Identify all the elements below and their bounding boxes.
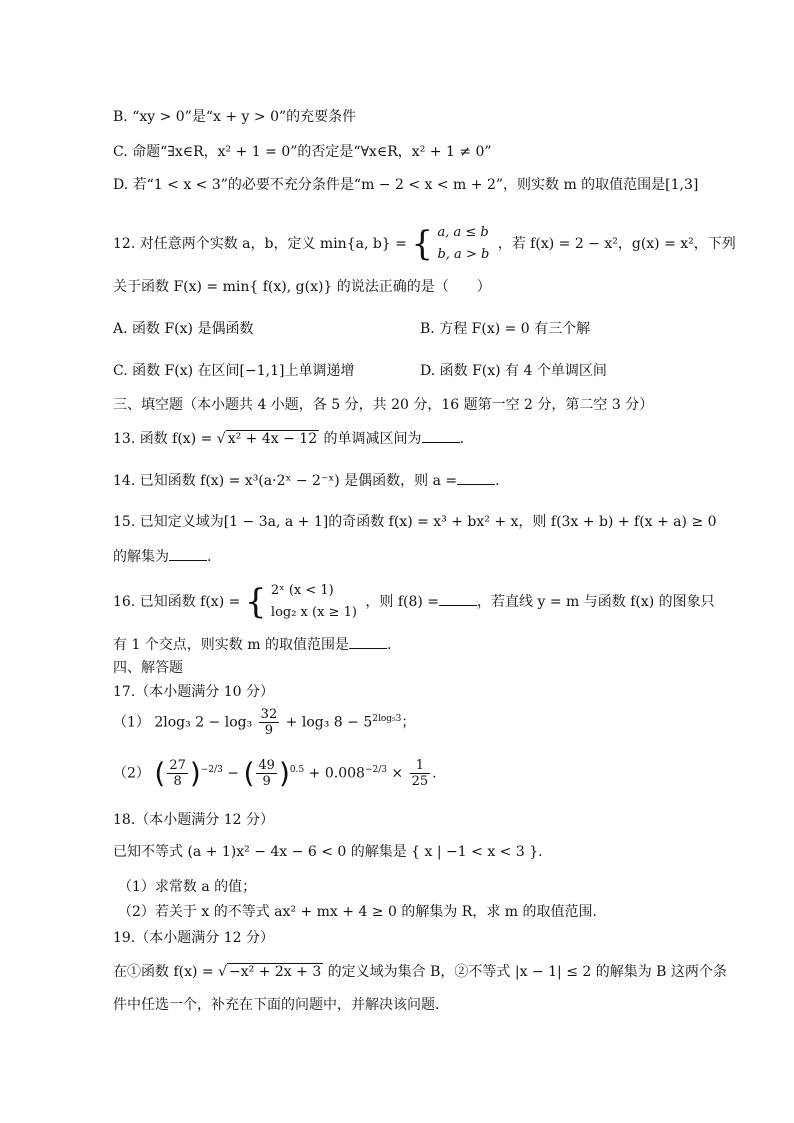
question-15-line2: 的解集为 .: [113, 546, 211, 566]
question-18-stem: 已知不等式 (a + 1)x² − 4x − 6 < 0 的解集是 { x | −1 < x < 3 }.: [113, 844, 543, 860]
section-4-heading: 四、解答题: [113, 660, 183, 676]
question-18-part2: （2）若关于 x 的不等式 ax² + mx + 4 ≥ 0 的解集为 R，求 m 的取值范围.: [118, 904, 597, 920]
answer-blank: [349, 634, 387, 649]
question-16-line1: 16. 已知函数 f(x) = { 2ˣ (x < 1) log₂ x (x ≥ 1) ，则 f(8) = ，若直线 y = m 与函数 f(x) 的图象只: [113, 582, 715, 622]
question-19-line2: 件中任选一个，补充在下面的问题中，并解决该问题.: [113, 997, 440, 1013]
question-15-line1: 15. 已知定义域为[1 − 3a, a + 1]的奇函数 f(x) = x³ + bx² + x，则 f(3x + b) + f(x + a) ≥ 0: [113, 514, 717, 530]
q12-option-d: D. 函数 F(x) 有 4 个单调区间: [420, 363, 607, 379]
question-18-title: 18.（本小题满分 12 分）: [113, 812, 274, 828]
question-19-title: 19.（本小题满分 12 分）: [113, 930, 274, 946]
q12-option-b: B. 方程 F(x) = 0 有三个解: [420, 321, 591, 337]
question-19-line1: 在①函数 f(x) = √ −x² + 2x + 3 的定义域为集合 B，②不等式 |x − 1| ≤ 2 的解集为 B 这两个条: [113, 964, 727, 980]
question-16-line2: 有 1 个交点，则实数 m 的取值范围是 .: [113, 634, 391, 654]
question-18-part1: （1）求常数 a 的值；: [118, 879, 257, 895]
q12-option-c: C. 函数 F(x) 在区间[−1,1]上单调递增: [113, 363, 355, 379]
answer-blank: [439, 591, 477, 606]
question-17-title: 17.（本小题满分 10 分）: [113, 684, 274, 700]
option-c: C. 命题“∃x∈R，x² + 1 = 0”的否定是“∀x∈R，x² + 1 ≠ 0”: [113, 144, 492, 160]
answer-blank: [422, 428, 460, 443]
section-3-heading: 三、填空题（本小题共 4 小题，各 5 分，共 20 分，16 题第一空 2 分，第二空 3 分）: [113, 397, 654, 413]
answer-blank: [457, 470, 495, 485]
question-17-part1: （1） 2log₃ 2 − log₃ $\frac{32}{9}$ + log₃ $8 - 5^{2log_53}$；: [113, 707, 416, 738]
question-13: 13. 函数 f(x) = √ x² + 4x − 12 的单调减区间为 .: [113, 428, 464, 448]
question-12-line1: 12. 对任意两个实数 a，b，定义 min{a, b} = { a, a ≤ b b, a > b ，若 f(x) = 2 − x²，g(x) = x²，下列: [113, 224, 736, 264]
option-d: D. 若“1 < x < 3”的必要不充分条件是“m − 2 < x < m + 2”，则实数 m 的取值范围是[1,3]: [113, 177, 699, 193]
q12-option-a: A. 函数 F(x) 是偶函数: [113, 321, 254, 337]
question-14: 14. 已知函数 f(x) = x³(a·2ˣ − 2⁻ˣ) 是偶函数，则 a = .: [113, 470, 500, 490]
question-12-line2: 关于函数 F(x) = min{ f(x), g(x)} 的说法正确的是（ ）: [113, 279, 491, 295]
q16-cases: 2ˣ (x < 1) log₂ x (x ≥ 1): [270, 583, 357, 620]
q12-cases: a, a ≤ b b, a > b: [437, 225, 490, 262]
question-17-part2: （2） ( $\frac{27}{8}$ )$^{-2/3}$ − ( $\frac{49}{9}$ )$^{0.5} + 0.008^{-2/3}$ × $\frac{1}{25}$ .: [113, 756, 437, 790]
option-b: B. “xy > 0”是“x + y > 0”的充要条件: [113, 109, 357, 125]
answer-blank: [169, 546, 207, 561]
